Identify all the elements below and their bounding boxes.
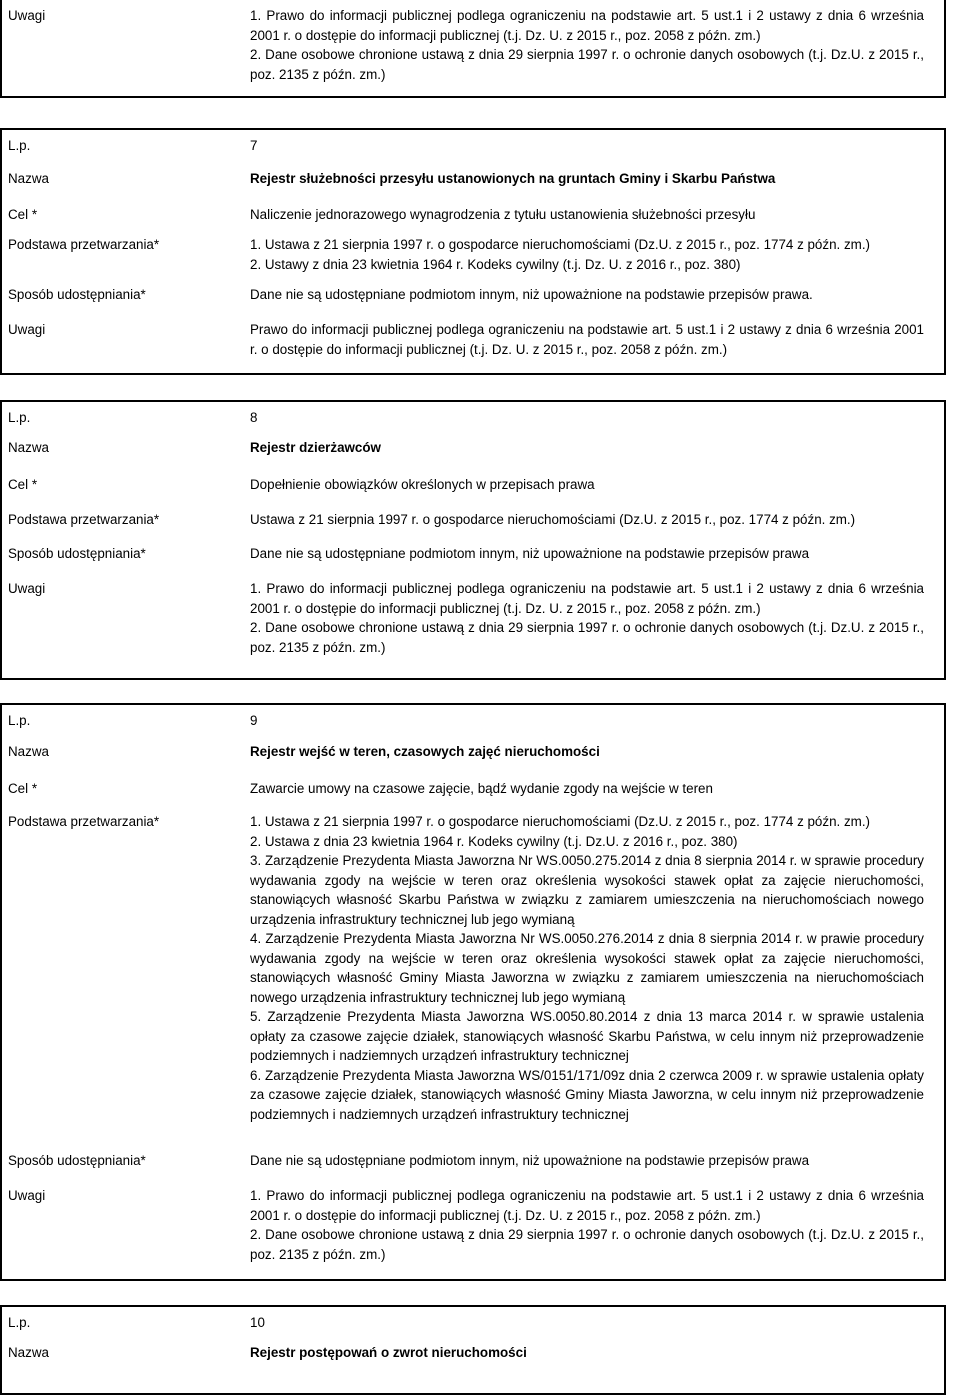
label-nazwa: Nazwa — [8, 440, 49, 455]
label-lp: L.p. — [8, 1315, 31, 1330]
label-nazwa: Nazwa — [8, 744, 49, 759]
value-lp: 8 — [250, 410, 258, 425]
row-uwagi — [2, 320, 944, 359]
uwagi-line-2: 2. Dane osobowe chronione ustawą z dnia 29 sierpnia 1997 r. o ochronie danych osobowych (t.j. Dz.U. z 2015 r., poz. 2135 z późn. zm.) — [250, 620, 924, 655]
row-nazwa — [2, 438, 944, 475]
value-cel: Zawarcie umowy na czasowe zajęcie, bądź wydanie zgody na wejście w teren — [250, 781, 713, 796]
podstawa-line-1: 1. Ustawa z 21 sierpnia 1997 r. o gospodarce nieruchomościami (Dz.U. z 2015 r., poz. 1774 z późn. zm.) — [250, 237, 870, 252]
label-uwagi: Uwagi — [8, 581, 46, 596]
label-cel: Cel * — [8, 477, 38, 492]
label-podstawa: Podstawa przetwarzania* — [8, 237, 160, 252]
label-podstawa: Podstawa przetwarzania* — [8, 814, 160, 829]
value-lp: 7 — [250, 138, 258, 153]
podstawa-line-5: 5. Zarządzenie Prezydenta Miasta Jaworzna WS.0050.80.2014 z dnia 13 marca 2014 r. w sprawie ustalenia opłaty za czasowe zajęcie działek, stanowiących własność Skarbu Państwa, w celu innym niż przeprowadzenie podziemnych i nadziemnych urządzeń infrastruktury technicznej — [250, 1009, 924, 1063]
podstawa-line-4: 4. Zarządzenie Prezydenta Miasta Jaworzna Nr WS.0050.276.2014 z dnia 8 sierpnia 2014 r. w prawie procedury wydawania zgody na wejście w teren oraz określenia wysokości stawek opłat za zajęcie nieruchomości, stanowiących własność Gminy Miasta Jaworzna w związku z zamiarem umieszczenia na nieruchomościach nowego urządzenia infrastruktury technicznej lub jego wymianą — [250, 931, 924, 1005]
value-lp: 9 — [250, 713, 258, 728]
value-podstawa — [244, 812, 944, 1151]
value-sposob: Dane nie są udostępniane podmiotom innym, niż upoważnione na podstawie przepisów prawa — [250, 546, 810, 561]
row-uwagi — [2, 579, 944, 657]
uwagi-line-2: 2. Dane osobowe chronione ustawą z dnia 29 sierpnia 1997 r. o ochronie danych osobowych (t.j. Dz.U. z 2015 r., poz. 2135 z późn. zm.) — [250, 47, 924, 82]
label-sposob: Sposób udostępniania* — [8, 1153, 146, 1168]
row-lp — [2, 402, 944, 438]
label-cel: Cel * — [8, 781, 38, 796]
row-podstawa — [2, 812, 944, 1151]
row-lp — [2, 1307, 944, 1343]
row-podstawa — [2, 235, 944, 285]
value-podstawa: Ustawa z 21 sierpnia 1997 r. o gospodarce nieruchomościami (Dz.U. z 2015 r., poz. 1774 z późn. zm.) — [250, 512, 856, 527]
podstawa-line-3: 3. Zarządzenie Prezydenta Miasta Jaworzna Nr WS.0050.275.2014 z dnia 8 sierpnia 2014 r. w sprawie procedury wydawania zgody na wejście w teren oraz określenia wysokości stawek opłat za zajęcie nieruchomości, stanowiących własność Skarbu Państwa w związku z zamiarem umieszczenia na nieruchomościach nowego urządzenia infrastruktury technicznej lub jego wymianą — [250, 853, 924, 927]
uwagi-line-1: 1. Prawo do informacji publicznej podlega ograniczeniu na podstawie art. 5 ust.1 i 2 ustawy z dnia 6 września 2001 r. o dostępie do informacji publicznej (t.j. Dz. U. z 2015 r., poz. 2058 z późn. zm.) — [250, 1188, 924, 1223]
value-nazwa: Rejestr dzierżawców — [250, 440, 381, 455]
row-sposob — [2, 544, 944, 579]
register-block-10 — [0, 1305, 946, 1395]
value-uwagi — [244, 579, 944, 657]
podstawa-line-2: 2. Ustawy z dnia 23 kwietnia 1964 r. Kodeks cywilny (t.j. Dz. U. z 2016 r., poz. 380) — [250, 256, 741, 272]
label-podstawa: Podstawa przetwarzania* — [8, 512, 160, 527]
label-uwagi: Uwagi — [8, 8, 46, 23]
value-sposob: Dane nie są udostępniane podmiotom innym, niż upoważnione na podstawie przepisów prawa — [250, 1153, 810, 1168]
label-sposob: Sposób udostępniania* — [8, 287, 146, 302]
label-nazwa: Nazwa — [8, 171, 49, 186]
label-nazwa: Nazwa — [8, 1345, 49, 1360]
row-sposob — [2, 285, 944, 320]
value-lp: 10 — [250, 1315, 265, 1330]
label-uwagi: Uwagi — [8, 1188, 46, 1203]
value-uwagi — [244, 1186, 944, 1264]
register-block-7 — [0, 128, 946, 375]
label-uwagi: Uwagi — [8, 322, 46, 337]
value-cel: Naliczenie jednorazowego wynagrodzenia z tytułu ustanowienia służebności przesyłu — [250, 207, 756, 222]
register-block-8 — [0, 400, 946, 680]
label-lp: L.p. — [8, 410, 31, 425]
label-sposob: Sposób udostępniania* — [8, 546, 146, 561]
podstawa-line-6: 6. Zarządzenie Prezydenta Miasta Jaworzna WS/0151/171/09z dnia 2 czerwca 2009 r. w sprawie ustalenia opłaty za czasowe zajęcie działek, stanowiących własność Gminy Miasta Jaworzna, w celu innym niż przeprowadzenie podziemnych i nadziemnych urządzeń infrastruktury technicznej — [250, 1067, 924, 1122]
label-cel: Cel * — [8, 207, 38, 222]
row-cel — [2, 779, 944, 812]
value-sposob: Dane nie są udostępniane podmiotom innym, niż upoważnione na podstawie przepisów prawa. — [250, 287, 813, 302]
podstawa-line-2: 2. Ustawa z dnia 23 kwietnia 1964 r. Kodeks cywilny (t.j. Dz.U. z 2016 r., poz. 380) — [250, 833, 738, 849]
row-cel — [2, 475, 944, 510]
register-block-continuation — [0, 0, 946, 98]
row-uwagi — [2, 0, 944, 84]
register-block-9 — [0, 703, 946, 1281]
uwagi-line-1: 1. Prawo do informacji publicznej podlega ograniczeniu na podstawie art. 5 ust.1 i 2 ustawy z dnia 6 września 2001 r. o dostępie do informacji publicznej (t.j. Dz. U. z 2015 r., poz. 2058 z późn. zm.) — [250, 581, 924, 616]
label-lp: L.p. — [8, 138, 31, 153]
row-nazwa — [2, 742, 944, 779]
row-podstawa — [2, 510, 944, 544]
value-cel: Dopełnienie obowiązków określonych w przepisach prawa — [250, 477, 595, 492]
uwagi-line-1: 1. Prawo do informacji publicznej podlega ograniczeniu na podstawie art. 5 ust.1 i 2 ustawy z dnia 6 września 2001 r. o dostępie do informacji publicznej (t.j. Dz. U. z 2015 r., poz. 2058 z późn. zm.) — [250, 8, 924, 43]
podstawa-line-1: 1. Ustawa z 21 sierpnia 1997 r. o gospodarce nieruchomościami (Dz.U. z 2015 r., poz. 1774 z późn. zm.) — [250, 814, 870, 829]
row-nazwa — [2, 169, 944, 205]
value-nazwa: Rejestr służebności przesyłu ustanowionych na gruntach Gminy i Skarbu Państwa — [250, 171, 776, 186]
value-uwagi: Prawo do informacji publicznej podlega ograniczeniu na podstawie art. 5 ust.1 i 2 ustawy z dnia 6 września 2001 r. o dostępie do informacji publicznej (t.j. Dz. U. z 2015 r., poz. 2058 z późn. zm.) — [250, 322, 924, 357]
row-lp — [2, 130, 944, 169]
label-lp: L.p. — [8, 713, 31, 728]
row-sposob — [2, 1151, 944, 1186]
row-lp — [2, 705, 944, 742]
row-nazwa — [2, 1343, 944, 1363]
value-nazwa: Rejestr wejść w teren, czasowych zajęć nieruchomości — [250, 744, 600, 759]
uwagi-line-2: 2. Dane osobowe chronione ustawą z dnia 29 sierpnia 1997 r. o ochronie danych osobowych (t.j. Dz.U. z 2015 r., poz. 2135 z późn. zm.) — [250, 1227, 924, 1262]
value-nazwa: Rejestr postępowań o zwrot nieruchomości — [250, 1345, 527, 1360]
value-podstawa — [244, 235, 944, 285]
row-cel — [2, 205, 944, 235]
row-uwagi — [2, 1186, 944, 1264]
value-uwagi — [244, 0, 944, 84]
